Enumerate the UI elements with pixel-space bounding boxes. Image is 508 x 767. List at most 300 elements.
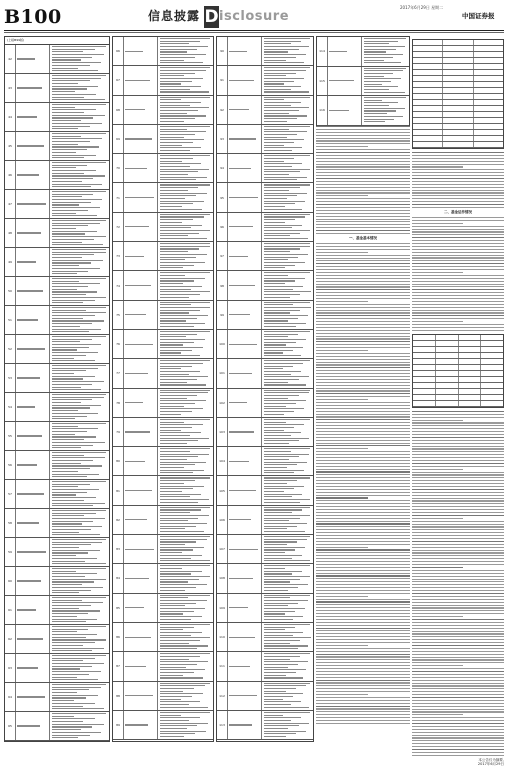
text-line: [412, 593, 504, 594]
text-line: [316, 216, 410, 217]
table-cell: [443, 106, 473, 111]
table-row: [113, 564, 213, 593]
fund-detail-cell: [50, 625, 109, 653]
fund-name-cell: [124, 506, 158, 534]
fund-name-cell: [16, 567, 50, 595]
text-line: [316, 697, 410, 698]
text-line: [316, 249, 410, 250]
text-line: [412, 616, 463, 617]
row-number: 97: [217, 242, 228, 270]
fund-name-cell: [124, 418, 158, 446]
text-line: [412, 714, 463, 715]
table-cell: [413, 52, 443, 57]
text-line: [316, 601, 410, 602]
text-line: [316, 656, 410, 657]
text-line: [316, 201, 410, 202]
text-line: [412, 483, 504, 484]
text-line: [412, 417, 504, 418]
fund-name-cell: [228, 183, 262, 211]
fund-name-cell: [228, 330, 262, 358]
text-line: [316, 341, 410, 342]
row-number: 115: [317, 67, 328, 96]
fund-detail-cell: [50, 480, 109, 508]
fund-detail-cell: [262, 154, 313, 182]
text-line: [412, 284, 504, 285]
text-line: [316, 227, 410, 228]
fund-name-cell: [16, 509, 50, 537]
text-line: [412, 304, 504, 305]
row-number: 98: [217, 271, 228, 299]
fund-detail-cell: [158, 652, 213, 680]
fund-name-cell: [124, 359, 158, 387]
text-line: [316, 187, 410, 188]
text-line: [412, 737, 504, 738]
fund-detail-cell: [50, 161, 109, 189]
table-cell: [459, 377, 482, 382]
text-line: [316, 431, 410, 432]
fund-name-cell: [328, 96, 362, 125]
text-line: [412, 454, 504, 455]
fund-detail-cell: [50, 393, 109, 421]
fund-name-cell: [228, 418, 262, 446]
text-line: [412, 573, 504, 574]
table-row: [217, 418, 313, 447]
text-line: [412, 286, 504, 287]
table-row: [5, 625, 109, 654]
article-text: [412, 411, 504, 756]
text-line: [412, 420, 463, 421]
text-line: [412, 503, 504, 504]
fund-detail-cell: [50, 190, 109, 218]
fund-name-cell: [16, 74, 50, 102]
text-line: [412, 158, 504, 159]
table-cell: [443, 82, 473, 87]
text-line: [412, 414, 504, 415]
text-line: [316, 521, 410, 522]
table-cell: [413, 130, 443, 135]
text-line: [316, 547, 368, 548]
row-number: 48: [5, 219, 16, 247]
row-number: 96: [217, 213, 228, 241]
text-line: [316, 575, 410, 576]
text-line: [316, 169, 410, 170]
text-line: [316, 161, 410, 162]
fund-table-column-3: [216, 36, 314, 742]
table-row: [5, 451, 109, 480]
table-cell: [413, 365, 436, 370]
table-row: [5, 683, 109, 712]
text-line: [412, 524, 504, 525]
fund-detail-cell: [50, 567, 109, 595]
table-row: [217, 213, 313, 242]
table-row: [317, 96, 409, 126]
row-number: 55: [5, 422, 16, 450]
table-row: [5, 422, 109, 451]
text-line: [412, 425, 504, 426]
fund-name-cell: [228, 125, 262, 153]
fund-detail-cell: [262, 506, 313, 534]
text-line: [316, 723, 410, 724]
row-number: 45: [5, 132, 16, 160]
table-row: [5, 567, 109, 596]
text-line: [412, 307, 504, 308]
fund-name-cell: [16, 393, 50, 421]
text-line: [316, 671, 410, 672]
table-cell: [481, 335, 503, 340]
text-line: [316, 138, 410, 139]
fund-name-cell: [228, 242, 262, 270]
table-cell: [443, 70, 473, 75]
text-line: [316, 503, 410, 504]
text-line: [412, 249, 504, 250]
fund-name-cell: [16, 132, 50, 160]
text-line: [316, 149, 410, 150]
fund-detail-cell: [362, 37, 409, 66]
text-line: [316, 272, 410, 273]
text-line: [316, 567, 410, 568]
row-number: 71: [113, 183, 124, 211]
table-cell: [474, 88, 503, 93]
fund-detail-cell: [262, 389, 313, 417]
text-line: [316, 347, 410, 348]
fund-name-cell: [124, 213, 158, 241]
table-cell: [443, 40, 473, 45]
table-cell: [436, 353, 459, 358]
table-cell: [413, 377, 436, 382]
fund-name-cell: [16, 190, 50, 218]
text-line: [412, 587, 504, 588]
table-cell: [459, 365, 482, 370]
table-cell: [413, 383, 436, 388]
row-number: 111: [217, 652, 228, 680]
text-line: [316, 700, 410, 701]
text-line: [412, 201, 504, 202]
table-cell: [474, 142, 503, 147]
text-line: [316, 428, 410, 429]
table-cell: [413, 64, 443, 69]
fund-detail-cell: [262, 66, 313, 94]
text-line: [316, 590, 410, 591]
text-line: [412, 295, 504, 296]
fund-detail-cell: [158, 594, 213, 622]
text-line: [412, 639, 504, 640]
fund-detail-cell: [50, 219, 109, 247]
fund-name-cell: [228, 301, 262, 329]
text-line: [412, 220, 504, 221]
fund-name-cell: [16, 480, 50, 508]
text-line: [316, 324, 410, 325]
fund-detail-cell: [158, 682, 213, 710]
text-line: [316, 492, 410, 493]
text-line: [412, 266, 504, 267]
table-row: [113, 359, 213, 388]
text-line: [412, 312, 504, 313]
row-number: 69: [113, 125, 124, 153]
text-line: [412, 428, 504, 429]
text-line: [412, 166, 463, 167]
fund-detail-cell: [262, 623, 313, 651]
text-line: [316, 714, 410, 715]
fund-detail-cell: [50, 364, 109, 392]
table-row: [217, 447, 313, 476]
table-body: [113, 37, 213, 740]
table-cell: [459, 395, 482, 400]
text-line: [316, 466, 410, 467]
fund-detail-cell: [50, 132, 109, 160]
table-row: [217, 183, 313, 212]
text-line: [412, 544, 504, 545]
text-line: [316, 359, 410, 360]
fund-name-cell: [228, 506, 262, 534]
text-line: [316, 385, 410, 386]
text-line: [412, 535, 504, 536]
table-row: [113, 213, 213, 242]
text-line: [412, 625, 504, 626]
fund-detail-cell: [262, 213, 313, 241]
fund-detail-cell: [158, 535, 213, 563]
text-line: [412, 735, 504, 736]
table-cell: [474, 124, 503, 129]
table-cell: [474, 94, 503, 99]
table-cell: [481, 395, 503, 400]
row-number: 87: [113, 652, 124, 680]
text-line: [316, 463, 410, 464]
table-cell: [413, 100, 443, 105]
text-line: [316, 495, 410, 496]
table-row: [113, 594, 213, 623]
fund-name-cell: [16, 306, 50, 334]
text-line: [316, 480, 410, 481]
row-number: 108: [217, 564, 228, 592]
table-cell: [459, 353, 482, 358]
row-number: 104: [217, 447, 228, 475]
text-line: [412, 187, 504, 188]
table-cell: [436, 395, 459, 400]
table-row: [217, 476, 313, 505]
text-line: [316, 682, 410, 683]
table-cell: [443, 58, 473, 63]
table-row: [5, 277, 109, 306]
table-cell: [413, 76, 443, 81]
table-cell: [413, 371, 436, 376]
text-line: [412, 181, 504, 182]
text-line: [412, 518, 463, 519]
fund-detail-cell: [262, 359, 313, 387]
text-line: [316, 448, 368, 449]
text-line: [316, 338, 410, 339]
table-row: [217, 271, 313, 300]
page-number: B100: [4, 6, 62, 28]
text-line: [412, 717, 504, 718]
masthead: [0, 0, 508, 34]
text-line: [316, 243, 410, 244]
text-line: [316, 146, 368, 147]
table-row: [217, 242, 313, 271]
text-line: [316, 581, 410, 582]
table-cell: [413, 124, 443, 129]
fund-name-cell: [16, 654, 50, 682]
row-number: 89: [113, 711, 124, 739]
fund-name-cell: [124, 623, 158, 651]
table-cell: [413, 401, 436, 406]
row-number: 91: [217, 66, 228, 94]
fund-detail-cell: [262, 711, 313, 739]
text-line: [412, 289, 504, 290]
text-line: [316, 694, 368, 695]
text-line: [316, 419, 410, 420]
text-line: [316, 486, 410, 487]
fund-name-cell: [16, 712, 50, 740]
fund-detail-cell: [50, 538, 109, 566]
row-number: 95: [217, 183, 228, 211]
row-number: 92: [217, 96, 228, 124]
fund-detail-cell: [158, 37, 213, 65]
text-line: [316, 362, 410, 363]
table-cell: [436, 371, 459, 376]
text-line: [316, 275, 410, 276]
text-line: [316, 263, 410, 264]
text-line: [316, 258, 410, 259]
text-line: [316, 390, 410, 391]
fund-detail-cell: [262, 564, 313, 592]
text-line: [412, 161, 504, 162]
text-line: [316, 411, 410, 412]
table-row: [217, 535, 313, 564]
row-number: 70: [113, 154, 124, 182]
text-line: [412, 472, 504, 473]
row-number: 80: [113, 447, 124, 475]
table-caption: (上接B99版): [5, 37, 109, 45]
table-cell: [443, 124, 473, 129]
text-line: [316, 252, 368, 253]
text-line: [412, 694, 504, 695]
text-line: [316, 535, 410, 536]
text-line: [412, 327, 504, 328]
table-cell: [474, 40, 503, 45]
text-line: [412, 460, 504, 461]
text-line: [316, 126, 410, 127]
text-line: [316, 289, 410, 290]
row-number: 50: [5, 277, 16, 305]
text-line: [412, 645, 504, 646]
text-line: [316, 457, 410, 458]
text-line: [316, 451, 410, 452]
text-line: [316, 665, 410, 666]
text-line: [412, 330, 504, 331]
text-line: [316, 619, 410, 620]
text-line: [412, 723, 504, 724]
text-line: [316, 195, 368, 196]
table-row: [113, 535, 213, 564]
row-number: 43: [5, 74, 16, 102]
text-line: [412, 184, 504, 185]
row-number: 61: [5, 596, 16, 624]
text-line: [412, 602, 504, 603]
table-cell: [436, 401, 459, 406]
fund-name-cell: [228, 37, 262, 65]
text-line: [412, 561, 504, 562]
table-cell: [481, 347, 503, 352]
table-row: [217, 125, 313, 154]
text-line: [412, 246, 504, 247]
table-row: [113, 682, 213, 711]
text-line: [316, 213, 410, 214]
table-row: [5, 509, 109, 538]
table-cell: [443, 112, 473, 117]
text-line: [316, 158, 410, 159]
section-title: [148, 6, 308, 26]
text-line: [412, 281, 504, 282]
text-line: [412, 489, 504, 490]
fund-name-cell: [228, 476, 262, 504]
fund-name-cell: [124, 242, 158, 270]
text-line: [412, 321, 463, 322]
text-line: [316, 422, 410, 423]
text-line: [316, 674, 410, 675]
fund-name-cell: [228, 652, 262, 680]
fund-detail-cell: [262, 271, 313, 299]
table-cell: [443, 118, 473, 123]
text-line: [412, 155, 504, 156]
text-line: [412, 691, 504, 692]
text-line: [316, 321, 410, 322]
text-line: [412, 613, 504, 614]
text-line: [412, 437, 504, 438]
fund-detail-cell: [158, 476, 213, 504]
table-row: [217, 506, 313, 535]
fund-name-cell: [16, 422, 50, 450]
text-line: [316, 578, 410, 579]
row-number: 64: [5, 683, 16, 711]
row-number: 47: [5, 190, 16, 218]
fund-name-cell: [124, 301, 158, 329]
text-line: [412, 229, 504, 230]
text-line: [316, 373, 410, 374]
row-number: 99: [217, 301, 228, 329]
fund-name-cell: [16, 161, 50, 189]
table-row: [113, 476, 213, 505]
table-row: [113, 96, 213, 125]
article-column-2: [412, 36, 504, 767]
section-title-initial: D: [204, 7, 219, 27]
text-line: [316, 625, 410, 626]
text-line: [412, 190, 504, 191]
text-line: [412, 204, 504, 205]
table-row: [113, 506, 213, 535]
table-row: [5, 161, 109, 190]
text-line: [316, 529, 410, 530]
text-line: [412, 272, 463, 273]
table-row: [5, 538, 109, 567]
fund-name-cell: [328, 67, 362, 96]
text-line: [316, 636, 410, 637]
text-line: [412, 492, 504, 493]
text-line: [412, 683, 504, 684]
text-line: [316, 204, 410, 205]
text-line: [412, 605, 504, 606]
table-cell: [443, 100, 473, 105]
text-line: [316, 367, 410, 368]
table-row: [113, 37, 213, 66]
table-cell: [474, 112, 503, 117]
text-line: [316, 610, 410, 611]
text-line: [412, 590, 504, 591]
text-line: [316, 497, 368, 498]
text-line: [316, 688, 410, 689]
article-column-1: [316, 36, 410, 744]
table-cell: [443, 130, 473, 135]
text-line: [412, 310, 504, 311]
